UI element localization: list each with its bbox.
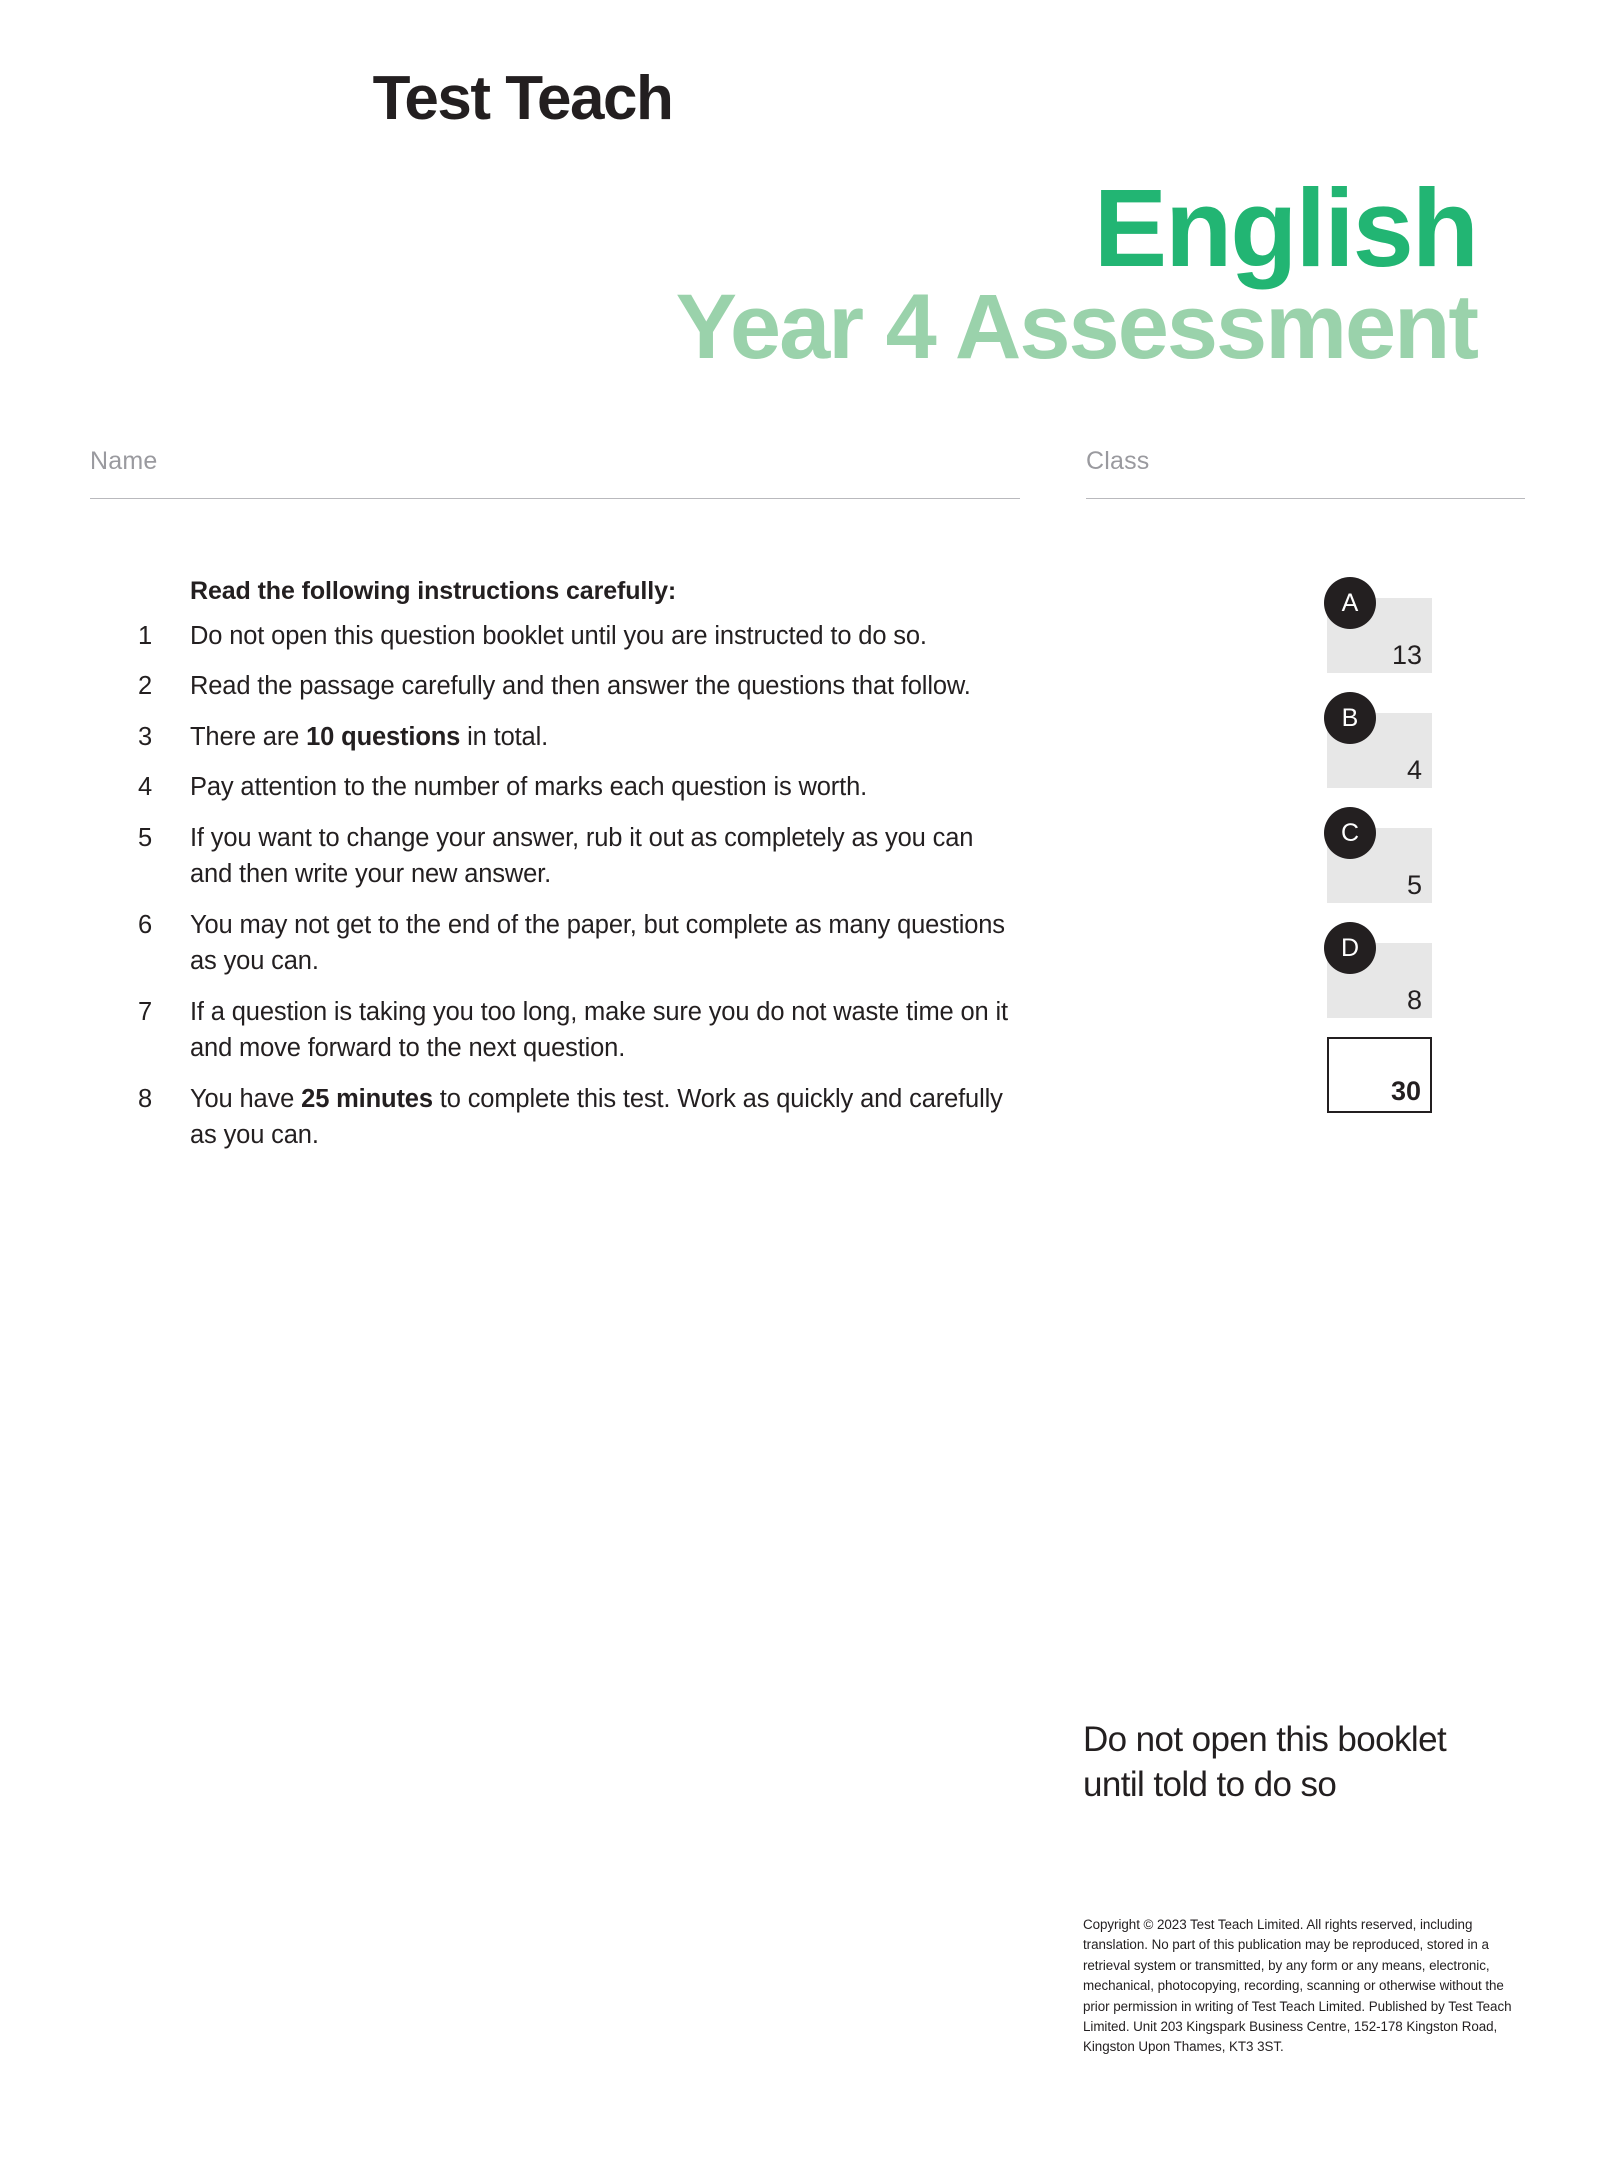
student-fields — [0, 447, 1615, 499]
instruction-number: 8 — [138, 1084, 153, 1113]
instruction-item — [138, 907, 1020, 980]
name-field[interactable] — [90, 447, 1020, 499]
instruction-number: 5 — [138, 823, 153, 852]
instruction-item — [138, 820, 1020, 893]
instruction-text: You may not get to the end of the paper, but complete as many questions as you can. — [190, 910, 1005, 976]
mark-box-section — [1324, 922, 1432, 1016]
instruction-item — [138, 1081, 1020, 1154]
name-field-rule — [90, 498, 1020, 499]
class-field-rule — [1086, 498, 1525, 499]
instructions-heading: Read the following instructions carefully: — [190, 577, 677, 606]
mark-box-total — [1327, 1037, 1432, 1113]
instruction-number: 6 — [138, 910, 153, 939]
title-block — [0, 167, 1615, 379]
class-field[interactable] — [1086, 447, 1525, 499]
instruction-number: 3 — [138, 722, 153, 751]
mark-box-total-value: 30 — [1390, 1076, 1421, 1107]
brand-title: Test Teach — [372, 64, 673, 133]
marks-column — [1020, 577, 1525, 1167]
instruction-text: There are 10 questions in total. — [190, 722, 549, 751]
instructions-list — [138, 618, 1020, 1153]
mark-box-section — [1324, 577, 1432, 671]
instruction-text: Do not open this question booklet until you are instructed to do so. — [190, 622, 927, 651]
instruction-number: 1 — [138, 622, 153, 651]
instruction-number: 4 — [138, 773, 153, 802]
do-not-open-notice-text: Do not open this booklet until told to do so — [1083, 1720, 1447, 1804]
instruction-item — [138, 668, 1020, 704]
name-field-label: Name — [90, 447, 158, 476]
instruction-text: Pay attention to the number of marks each question is worth. — [190, 773, 868, 802]
mark-box-value: 8 — [1406, 985, 1422, 1016]
subject-title: English — [1093, 167, 1477, 290]
instruction-text: If you want to change your answer, rub it out as completely as you can and then write your new answer. — [190, 823, 974, 889]
instruction-text: Read the passage carefully and then answer the questions that follow. — [190, 672, 971, 701]
instruction-item — [138, 618, 1020, 654]
mark-box-value: 5 — [1406, 870, 1422, 901]
mark-box-section-badge: D — [1324, 922, 1376, 974]
mark-box-value: 13 — [1391, 640, 1422, 671]
class-field-label: Class — [1086, 447, 1150, 476]
mark-box-section — [1324, 807, 1432, 901]
instructions-column — [90, 577, 1020, 1167]
masthead — [0, 0, 1615, 133]
instruction-item — [138, 719, 1020, 755]
mark-box-section — [1324, 692, 1432, 786]
instruction-text: If a question is taking you too long, make sure you do not waste time on it and move forward to the next question. — [190, 997, 1008, 1063]
copyright-text: Copyright © 2023 Test Teach Limited. All rights reserved, including translation. No part of this publication may be reproduced, stored in a retrieval system or transmitted, by any form or any means, electronic, mechanical, photocopying, recording, scanning or otherwise without the prior permission in writing of Test Teach Limited. Published by Test Teach Limited. Unit 203 Kingspark Business Centre, 152-178 Kingston Road, Kingston Upon Thames, KT3 3ST. — [1083, 1917, 1512, 2055]
mark-boxes — [1324, 577, 1432, 1113]
body-columns — [0, 577, 1615, 1167]
assessment-title: Year 4 Assessment — [675, 276, 1477, 379]
instruction-item — [138, 769, 1020, 805]
instruction-text: You have 25 minutes to complete this test. Work as quickly and carefully as you can. — [190, 1084, 1003, 1149]
mark-box-value: 4 — [1406, 755, 1422, 786]
mark-box-section-badge: A — [1324, 577, 1376, 629]
instruction-number: 2 — [138, 672, 153, 701]
instruction-number: 7 — [138, 997, 153, 1026]
mark-box-section-badge: B — [1324, 692, 1376, 744]
mark-box-section-badge: C — [1324, 807, 1376, 859]
do-not-open-notice — [1083, 1718, 1483, 1808]
instruction-item — [138, 994, 1020, 1067]
